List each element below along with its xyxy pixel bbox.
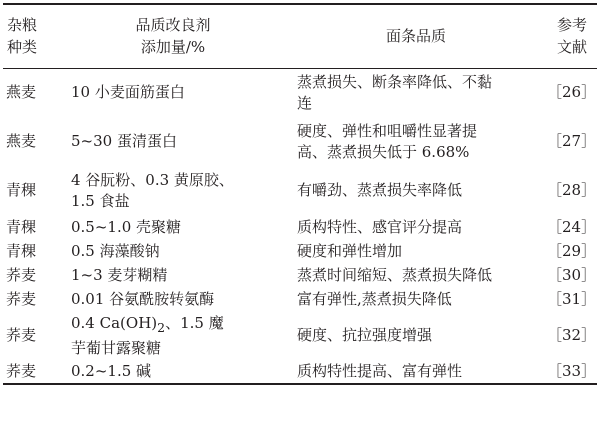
reference-cell: ［29］ — [547, 241, 597, 260]
quality-cell: 蒸煮时间缩短、蒸煮损失降低 — [297, 265, 493, 284]
grain-cell: 青稞 — [6, 181, 37, 199]
table-row — [3, 215, 597, 239]
table-body — [3, 68, 597, 384]
quality-cell: 硬度、弹性和咀嚼性显著提 高、蒸煮损失低于 6.68% — [297, 121, 478, 161]
reference-cell: ［27］ — [547, 132, 597, 150]
table-row — [3, 68, 597, 117]
table-row — [3, 287, 597, 311]
grain-cell: 燕麦 — [6, 132, 37, 150]
agent-cell: 1~3 麦芽糊精 — [71, 265, 168, 284]
quality-cell: 硬度和弹性增加 — [297, 241, 403, 260]
reference-cell: ［30］ — [547, 265, 597, 284]
agent-cell: 10 小麦面筋蛋白 — [71, 83, 185, 102]
header-grain-type: 杂粮 种类 — [3, 4, 61, 68]
table-row — [3, 263, 597, 287]
subscript-two: 2 — [157, 319, 166, 335]
header-row — [3, 4, 597, 68]
grain-cell: 燕麦 — [6, 83, 37, 102]
agent-cell: 0.2~1.5 碱 — [61, 360, 285, 384]
header-improver-dosage: 品质改良剂 添加量/% — [61, 4, 285, 68]
quality-cell: 质构特性提高、富有弹性 — [285, 360, 547, 384]
agent-cell: 0.5~1.0 壳聚糖 — [71, 217, 182, 236]
table-header — [3, 4, 597, 68]
grain-noodle-improver-table — [3, 3, 597, 385]
table-row — [3, 311, 597, 360]
reference-cell: ［26］ — [547, 83, 597, 102]
quality-cell: 富有弹性,蒸煮损失降低 — [297, 289, 452, 308]
header-noodle-quality: 面条品质 — [285, 4, 547, 68]
reference-cell: ［33］ — [547, 360, 597, 384]
header-reference: 参考 文献 — [547, 4, 597, 68]
table-row — [3, 117, 597, 166]
quality-cell: 质构特性、感官评分提高 — [297, 217, 463, 236]
grain-cell: 荞麦 — [6, 265, 37, 284]
reference-cell: ［32］ — [547, 326, 597, 344]
quality-cell: 有嚼劲、蒸煮损失率降低 — [297, 181, 463, 199]
agent-cell: 5~30 蛋清蛋白 — [71, 132, 177, 150]
reference-cell: ［31］ — [547, 289, 597, 308]
reference-cell: ［24］ — [547, 217, 597, 236]
grain-cell: 荞麦 — [6, 289, 37, 308]
quality-cell: 蒸煮损失、断条率降低、不黏 连 — [297, 72, 493, 112]
grain-cell: 荞麦 — [3, 360, 61, 384]
table-row — [3, 166, 597, 215]
agent-cell: 0.4 $Ca(OH)_2$、1.5 魔 芋葡甘露聚糖 — [71, 313, 224, 357]
agent-cell: 0.5 海藻酸钠 — [71, 241, 160, 260]
grain-cell: 青稞 — [6, 241, 37, 260]
quality-cell: 硬度、抗拉强度增强 — [297, 326, 433, 344]
agent-cell: 0.01 谷氨酰胺转氨酶 — [71, 289, 215, 308]
reference-cell: ［28］ — [547, 181, 597, 199]
agent-cell: 4 谷朊粉、0.3 黄原胶、 1.5 食盐 — [71, 170, 234, 210]
table-row — [3, 360, 597, 384]
grain-cell: 青稞 — [6, 217, 37, 236]
grain-cell: 荞麦 — [6, 326, 37, 344]
table-row — [3, 239, 597, 263]
